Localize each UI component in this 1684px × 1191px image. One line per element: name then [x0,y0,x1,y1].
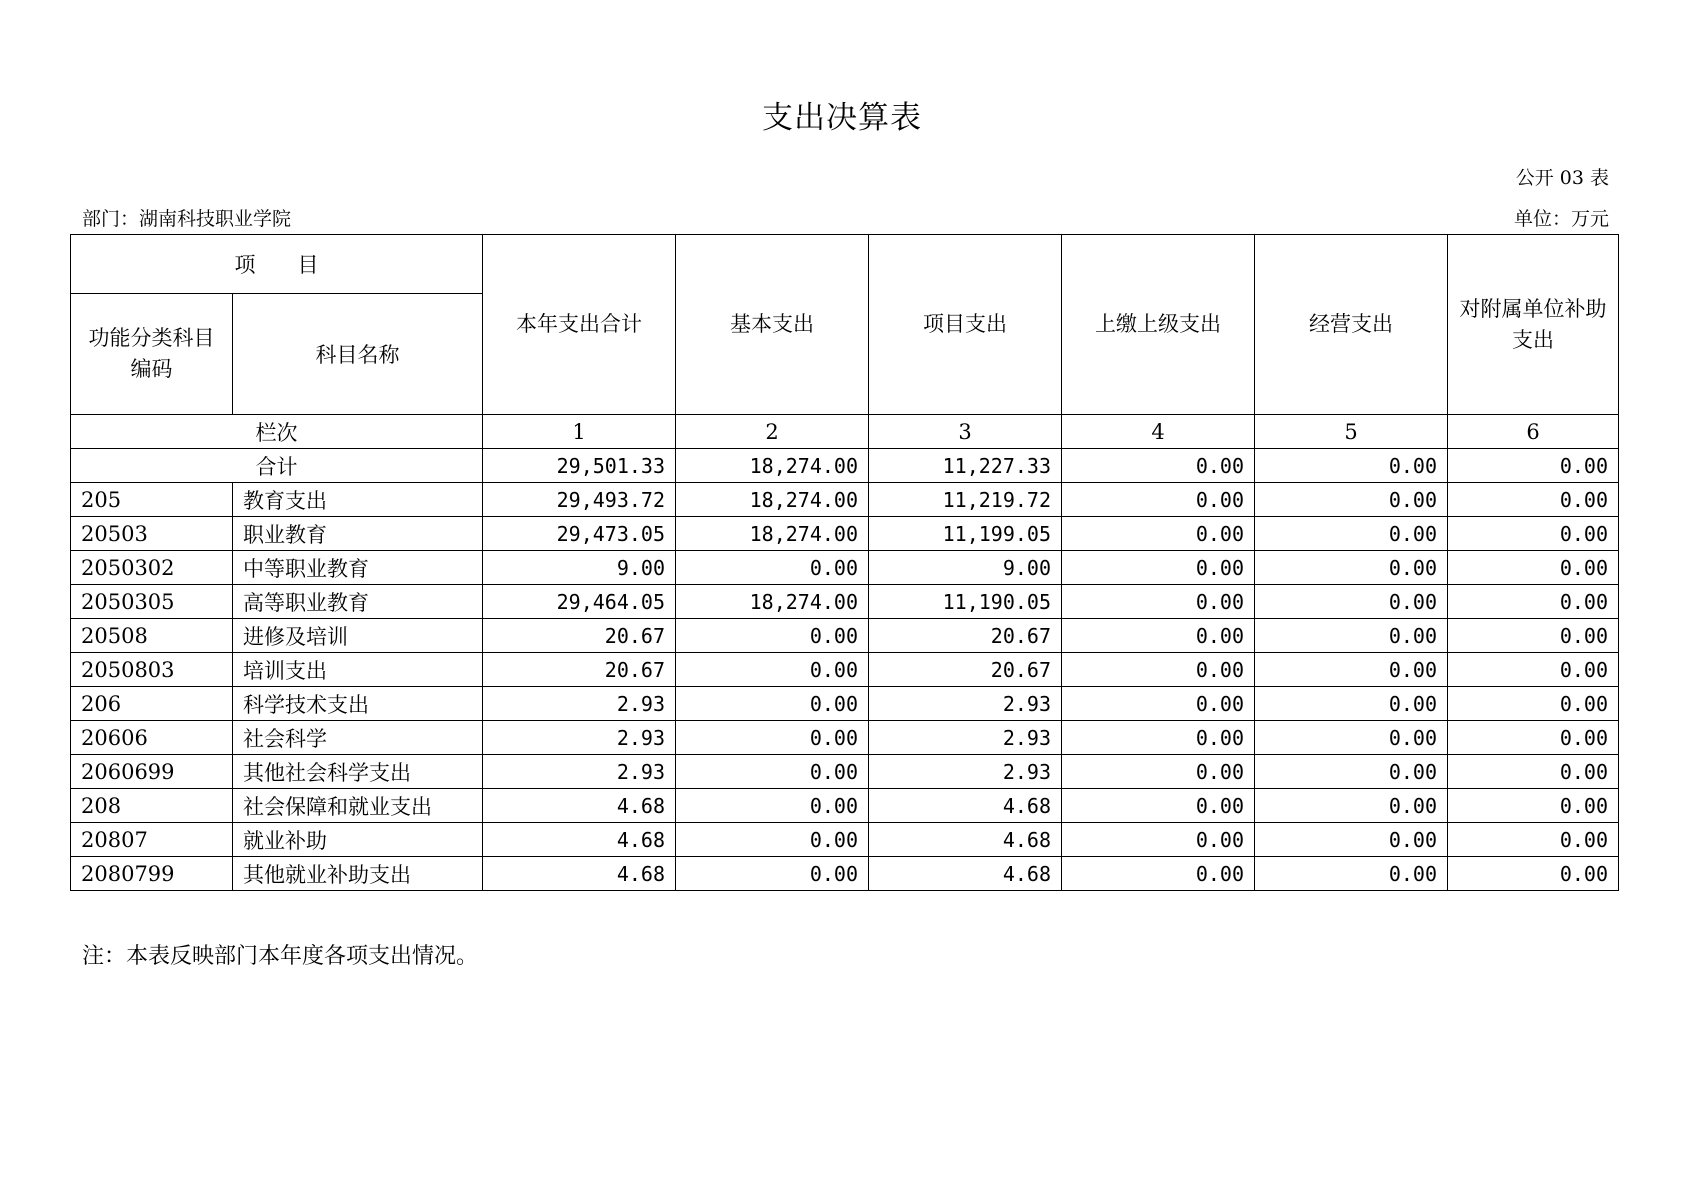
row-value: 18,274.00 [676,517,869,551]
table-row [71,483,1619,517]
table-row [71,653,1619,687]
table-row [71,857,1619,891]
row-value: 0.00 [1062,653,1255,687]
row-value: 0.00 [1448,721,1619,755]
row-value: 0.00 [1062,857,1255,891]
row-value: 0.00 [1062,585,1255,619]
row-value: 0.00 [676,823,869,857]
row-value: 4.68 [869,857,1062,891]
table-row [71,755,1619,789]
table-row [71,823,1619,857]
header-name: 科目名称 [233,294,483,415]
header-project: 项目支出 [869,235,1062,415]
row-code: 20503 [71,517,233,551]
row-value: 0.00 [1448,619,1619,653]
row-value: 2.93 [483,687,676,721]
column-number: 6 [1448,415,1619,449]
row-code: 2080799 [71,857,233,891]
row-value: 0.00 [1255,687,1448,721]
row-value: 4.68 [483,789,676,823]
row-value: 0.00 [1062,789,1255,823]
row-value: 0.00 [1062,687,1255,721]
row-value: 0.00 [1448,823,1619,857]
row-name: 科学技术支出 [233,687,483,721]
table-row [71,517,1619,551]
total-value: 0.00 [1255,449,1448,483]
row-code: 20606 [71,721,233,755]
row-name: 培训支出 [233,653,483,687]
page-title: 支出决算表 [762,100,922,136]
form-number: 公开 03 表 [1515,167,1609,189]
row-value: 20.67 [869,653,1062,687]
row-value: 0.00 [1062,483,1255,517]
row-value: 0.00 [1062,755,1255,789]
row-value: 4.68 [869,789,1062,823]
column-number: 2 [676,415,869,449]
row-code: 206 [71,687,233,721]
row-value: 29,464.05 [483,585,676,619]
row-value: 20.67 [483,653,676,687]
row-name: 就业补助 [233,823,483,857]
total-value: 18,274.00 [676,449,869,483]
row-value: 0.00 [1448,653,1619,687]
department-label: 部门：湖南科技职业学院 [82,208,292,230]
row-value: 2.93 [869,687,1062,721]
row-value: 2.93 [869,755,1062,789]
row-value: 4.68 [869,823,1062,857]
row-name: 教育支出 [233,483,483,517]
header-business: 经营支出 [1255,235,1448,415]
row-name: 职业教育 [233,517,483,551]
table-row [71,619,1619,653]
header-subsidy: 对附属单位补助支出 [1448,235,1619,415]
column-number: 5 [1255,415,1448,449]
row-value: 0.00 [1255,585,1448,619]
row-value: 0.00 [1062,721,1255,755]
row-value: 0.00 [1255,483,1448,517]
unit-label: 单位：万元 [1513,208,1609,230]
header-code: 功能分类科目编码 [71,294,233,415]
row-code: 20508 [71,619,233,653]
row-value: 0.00 [1448,517,1619,551]
table-row [71,687,1619,721]
row-value: 0.00 [1062,823,1255,857]
total-row [71,449,1619,483]
row-value: 29,493.72 [483,483,676,517]
row-value: 4.68 [483,857,676,891]
row-name: 其他就业补助支出 [233,857,483,891]
row-value: 0.00 [1062,517,1255,551]
header-basic: 基本支出 [676,235,869,415]
row-value: 0.00 [1448,585,1619,619]
row-value: 9.00 [483,551,676,585]
expenditure-table [70,234,1619,891]
total-value: 29,501.33 [483,449,676,483]
row-value: 0.00 [676,619,869,653]
row-value: 0.00 [1062,551,1255,585]
row-value: 0.00 [1255,721,1448,755]
column-number: 3 [869,415,1062,449]
total-value: 0.00 [1448,449,1619,483]
total-value: 0.00 [1062,449,1255,483]
row-value: 2.93 [483,721,676,755]
row-value: 0.00 [1448,687,1619,721]
row-value: 2.93 [869,721,1062,755]
row-name: 进修及培训 [233,619,483,653]
row-name: 社会保障和就业支出 [233,789,483,823]
row-code: 208 [71,789,233,823]
row-value: 0.00 [1255,653,1448,687]
row-value: 0.00 [1448,755,1619,789]
table-row [71,585,1619,619]
total-label: 合计 [71,449,483,483]
row-value: 0.00 [1448,857,1619,891]
column-number: 1 [483,415,676,449]
row-value: 0.00 [676,551,869,585]
row-value: 18,274.00 [676,585,869,619]
row-value: 4.68 [483,823,676,857]
row-value: 0.00 [676,755,869,789]
row-value: 0.00 [1255,619,1448,653]
header-item: 项 目 [71,235,483,294]
row-value: 20.67 [869,619,1062,653]
row-value: 9.00 [869,551,1062,585]
row-value: 11,199.05 [869,517,1062,551]
row-code: 2050302 [71,551,233,585]
row-code: 205 [71,483,233,517]
table-row [71,789,1619,823]
row-value: 18,274.00 [676,483,869,517]
column-number-row [71,415,1619,449]
row-name: 高等职业教育 [233,585,483,619]
total-value: 11,227.33 [869,449,1062,483]
row-value: 0.00 [1255,517,1448,551]
row-value: 2.93 [483,755,676,789]
row-name: 其他社会科学支出 [233,755,483,789]
row-code: 2060699 [71,755,233,789]
column-number: 4 [1062,415,1255,449]
row-code: 2050305 [71,585,233,619]
row-value: 0.00 [1255,551,1448,585]
table-row [71,551,1619,585]
row-value: 0.00 [676,721,869,755]
row-value: 20.67 [483,619,676,653]
row-name: 社会科学 [233,721,483,755]
row-value: 11,219.72 [869,483,1062,517]
row-value: 0.00 [676,653,869,687]
header-total: 本年支出合计 [483,235,676,415]
row-code: 2050803 [71,653,233,687]
row-value: 0.00 [1448,789,1619,823]
row-value: 29,473.05 [483,517,676,551]
row-value: 11,190.05 [869,585,1062,619]
table-row [71,721,1619,755]
row-value: 0.00 [1255,755,1448,789]
row-value: 0.00 [1448,551,1619,585]
table-note: 注：本表反映部门本年度各项支出情况。 [82,944,479,969]
row-value: 0.00 [676,789,869,823]
row-value: 0.00 [676,687,869,721]
row-value: 0.00 [1062,619,1255,653]
row-value: 0.00 [676,857,869,891]
row-value: 0.00 [1255,857,1448,891]
header-remit: 上缴上级支出 [1062,235,1255,415]
row-value: 0.00 [1255,823,1448,857]
row-code: 20807 [71,823,233,857]
column-number-label: 栏次 [71,415,483,449]
row-name: 中等职业教育 [233,551,483,585]
row-value: 0.00 [1255,789,1448,823]
row-value: 0.00 [1448,483,1619,517]
